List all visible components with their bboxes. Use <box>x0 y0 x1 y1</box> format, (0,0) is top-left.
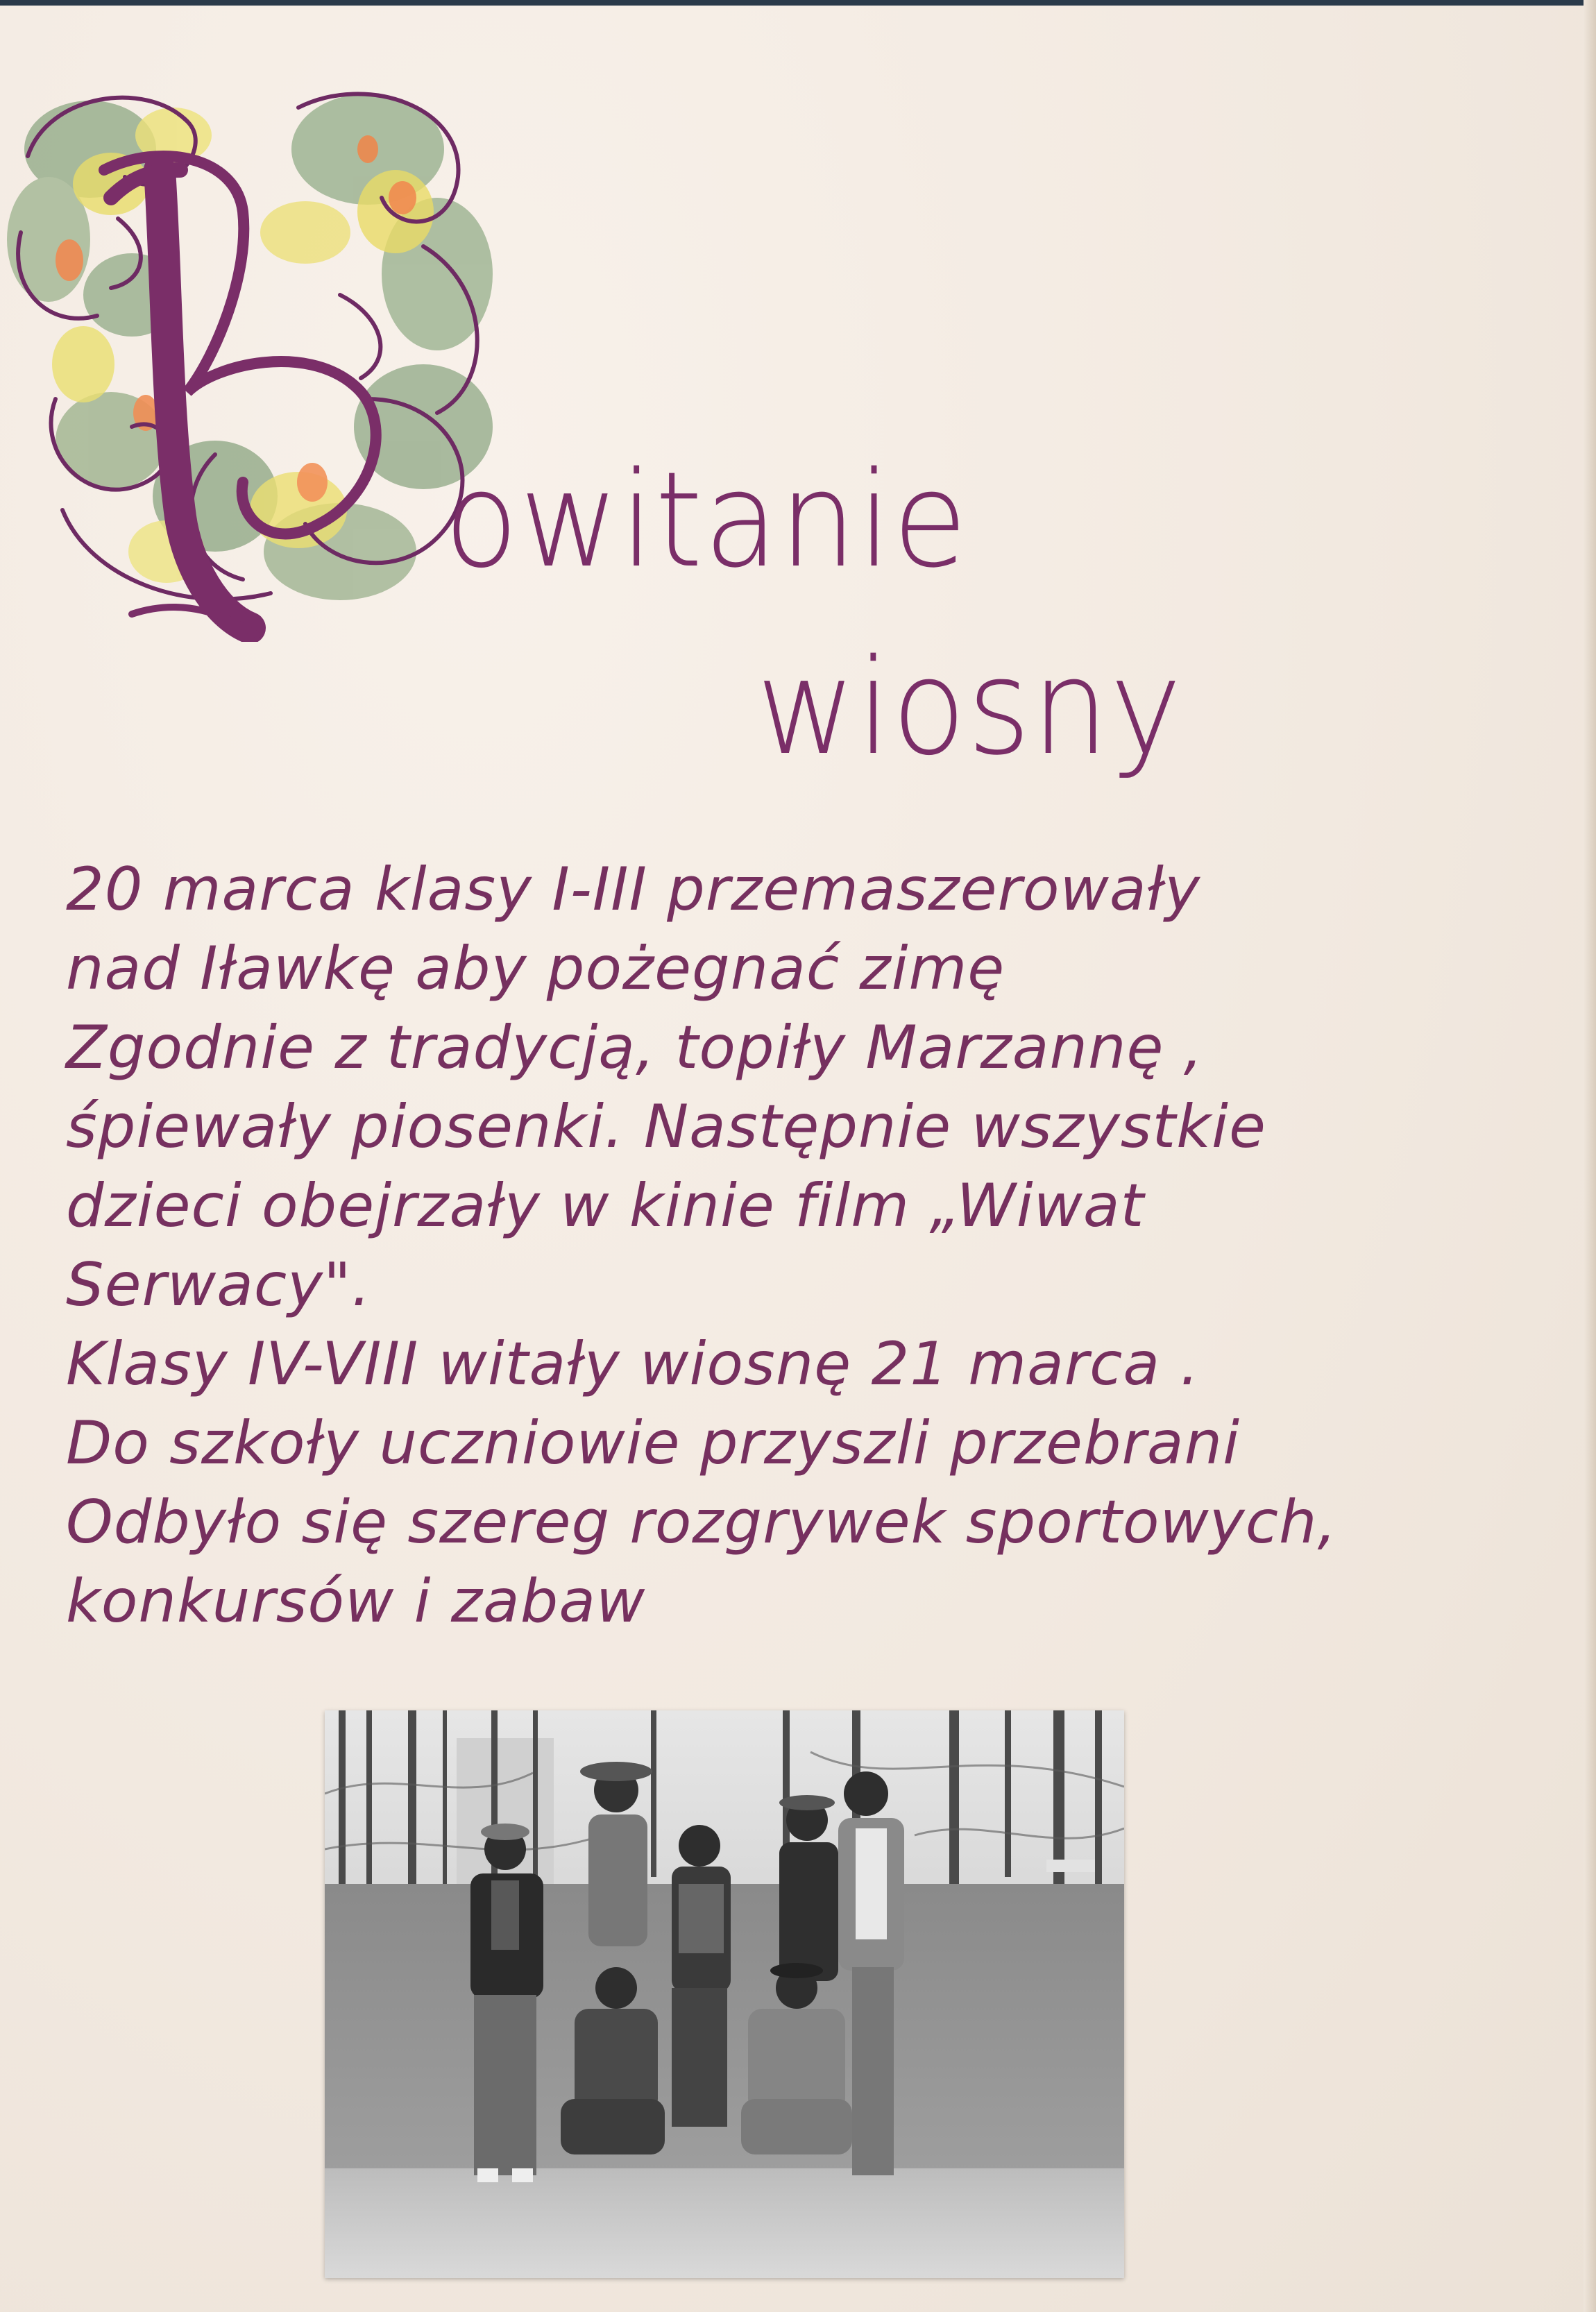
illuminated-initial-letter <box>7 66 520 642</box>
page-top-edge <box>0 0 1596 6</box>
body-line: konkursów i zabaw <box>66 1567 646 1636</box>
body-line: Odbyło się szereg rozgrywek sportowych, <box>66 1488 1337 1557</box>
body-line: Do szkoły uczniowie przyszli przebrani <box>66 1409 1240 1478</box>
group-photo <box>325 1710 1124 2278</box>
body-line: 20 marca klasy I-III przemaszerowały <box>66 855 1201 924</box>
body-line: śpiewały piosenki. Następnie wszystkie <box>66 1092 1266 1162</box>
group-photo-image <box>325 1710 1124 2278</box>
page-right-edge <box>1584 0 1596 2312</box>
body-line: nad Iławkę aby pożegnać zimę <box>66 934 1005 1003</box>
body-line: Klasy IV-VIII witały wiosnę 21 marca . <box>66 1329 1200 1399</box>
body-line: dzieci obejrzały w kinie film „Wiwat <box>66 1171 1145 1241</box>
title-line-1: owitanie <box>444 443 969 597</box>
title-line-2: wiosny <box>756 631 1183 784</box>
body-line: Zgodnie z tradycją, topiły Marzannę , <box>66 1013 1204 1082</box>
handwritten-body <box>66 850 1509 1641</box>
body-line: Serwacy". <box>66 1250 371 1320</box>
